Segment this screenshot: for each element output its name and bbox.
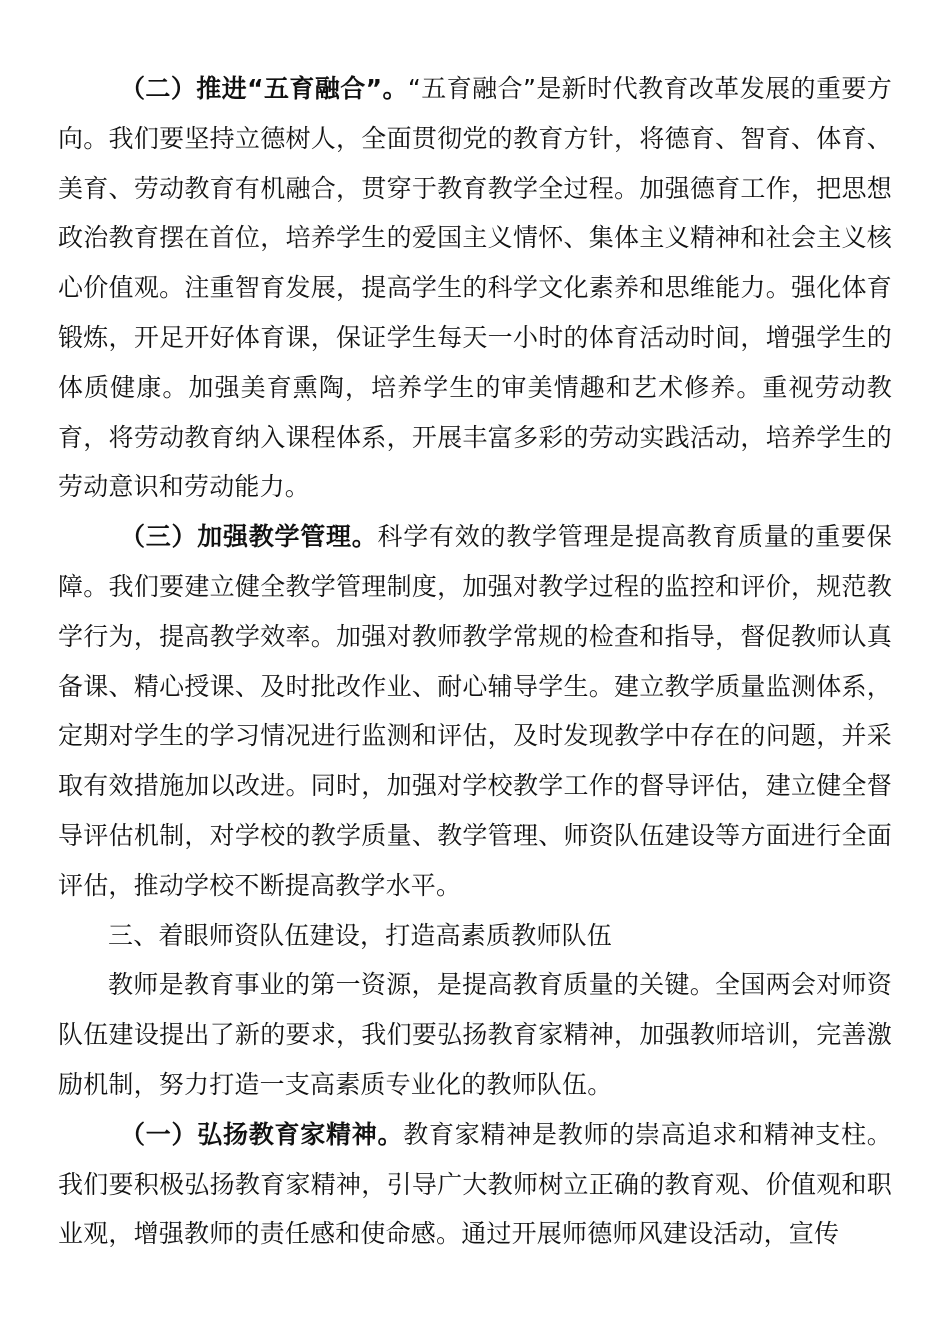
paragraph-body: 科学有效的教学管理是提高教育质量的重要保障。我们要建立健全教学管理制度，加强对教学过程的监控和评价，规范教学行为，提高教学效率。加强对教师教学常规的检查和指导，督促教师认真备课、精心授课、及时批改作业、耐心辅导学生。建立教学质量监测体系，定期对学生的学习情况进行监测和评估，及时发现教学中存在的问题，并采取有效措施加以改进。同时，加强对学校教学工作的督导评估，建立健全督导评估机制，对学校的教学质量、教学管理、师资队伍建设等方面进行全面评估，推动学校不断提高教学水平。 — [58, 522, 892, 900]
paragraph-lead: （一）弘扬教育家精神。 — [120, 1119, 404, 1149]
paragraph-teaching-management — [58, 512, 892, 910]
section-heading: 三、着眼师资队伍建设，打造高素质教师队伍 — [108, 920, 613, 950]
paragraph-intro: 教师是教育事业的第一资源，是提高教育质量的关键。全国两会对师资队伍建设提出了新的要求，我们要弘扬教育家精神，加强教师培训，完善激励机制，努力打造一支高素质专业化的教师队伍。 — [58, 970, 892, 1099]
paragraph-educator-spirit — [58, 1110, 892, 1259]
paragraph-lead: （三）加强教学管理。 — [120, 522, 378, 552]
paragraph-five-education-integration — [58, 64, 892, 512]
paragraph-body: “五育融合”是新时代教育改革发展的重要方向。我们要坚持立德树人，全面贯彻党的教育方针，将德育、智育、体育、美育、劳动教育有机融合，贯穿于教育教学全过程。加强德育工作，把思想政治教育摆在首位，培养学生的爱国主义情怀、集体主义精神和社会主义核心价值观。注重智育发展，提高学生的科学文化素养和思维能力。强化体育锻炼，开足开好体育课，保证学生每天一小时的体育活动时间，增强学生的体质健康。加强美育熏陶，培养学生的审美情趣和艺术修养。重视劳动教育，将劳动教育纳入课程体系，开展丰富多彩的劳动实践活动，培养学生的劳动意识和劳动能力。 — [58, 74, 892, 502]
paragraph-body: 教育家精神是教师的崇高追求和精神支柱。我们要积极弘扬教育家精神，引导广大教师树立正确的教育观、价值观和职业观，增强教师的责任感和使命感。通过开展师德师风建设活动，宣传 — [58, 1119, 892, 1249]
document-page — [58, 64, 892, 1259]
paragraph-lead: （二）推进“五育融合”。 — [120, 74, 408, 103]
